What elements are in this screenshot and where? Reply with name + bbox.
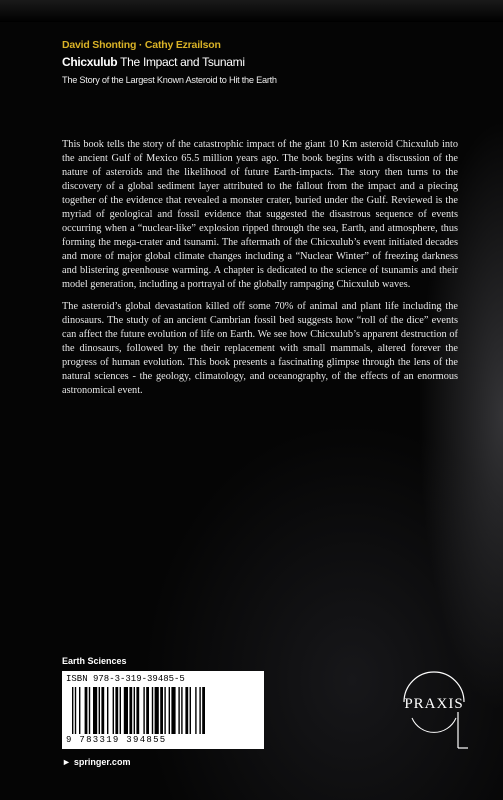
description-paragraph-2: The asteroid’s global devastation killed off some 70% of animal and plant life including the dinosaurs. The study of an ancient Cambrian fossil bed suggests how “roll of the dice” events can affect the future evolution of life on Earth. We see how Chicxulub’s apparent destruction of the dinosaurs, followed by the their replacement with small mammals, altered forever the progress of human evolution. This book presents a fascinating glimpse through the lens of the natural sciences - the geology, climatology, and oceanography, of the effects of an enormous astronomical event. [62, 300, 458, 396]
book-subtitle: The Story of the Largest Known Asteroid to Hit the Earth [62, 75, 277, 85]
book-title-main: Chicxulub [62, 55, 118, 69]
top-edge-shadow [0, 0, 503, 22]
barcode-digits: 9 783319 394855 [66, 735, 167, 745]
barcode-panel [62, 671, 264, 749]
publisher-link[interactable] [62, 757, 130, 767]
author-names: David Shonting · Cathy Ezrailson [62, 39, 221, 51]
book-title [62, 55, 245, 69]
arrow-right-icon: ► [62, 757, 71, 767]
publisher-url: springer.com [73, 757, 131, 767]
praxis-logo [398, 662, 470, 752]
isbn-label: ISBN 978-3-319-39485-5 [66, 674, 185, 684]
book-description [62, 138, 458, 405]
barcode-icon [72, 687, 254, 734]
praxis-logo-text: PRAXIS [404, 696, 464, 712]
book-title-rest: The Impact and Tsunami [117, 55, 245, 69]
description-paragraph-1: This book tells the story of the catastrophic impact of the giant 10 Km asteroid Chicxulub into the ancient Gulf of Mexico 65.5 million years ago. The book begins with a discussion of the nature of asteroids and the likelihood of future Earth-impacts. The story then turns to the discovery of a global sediment layer attributed to the fallout from the impact and a piecing together of the evidence that revealed a monster crater, buried under the Gulf. Reviewed is the myriad of geological and fossil evidence that suggested the disastrous sequence of events occurring when a “nuclear-like” explosion ripped through the sea, Earth, and atmosphere, thus forming the mega-crater and tsunami. The aftermath of the Chicxulub’s event initiated decades and more of major global climate changes including a “Nuclear Winter” of freezing darkness and blistering greenhouse warming. A chapter is dedicated to the science of tsunamis and their model generation, including a portrayal of the globally rampaging Chicxulub waves. [62, 139, 458, 291]
subject-category: Earth Sciences [62, 656, 127, 666]
